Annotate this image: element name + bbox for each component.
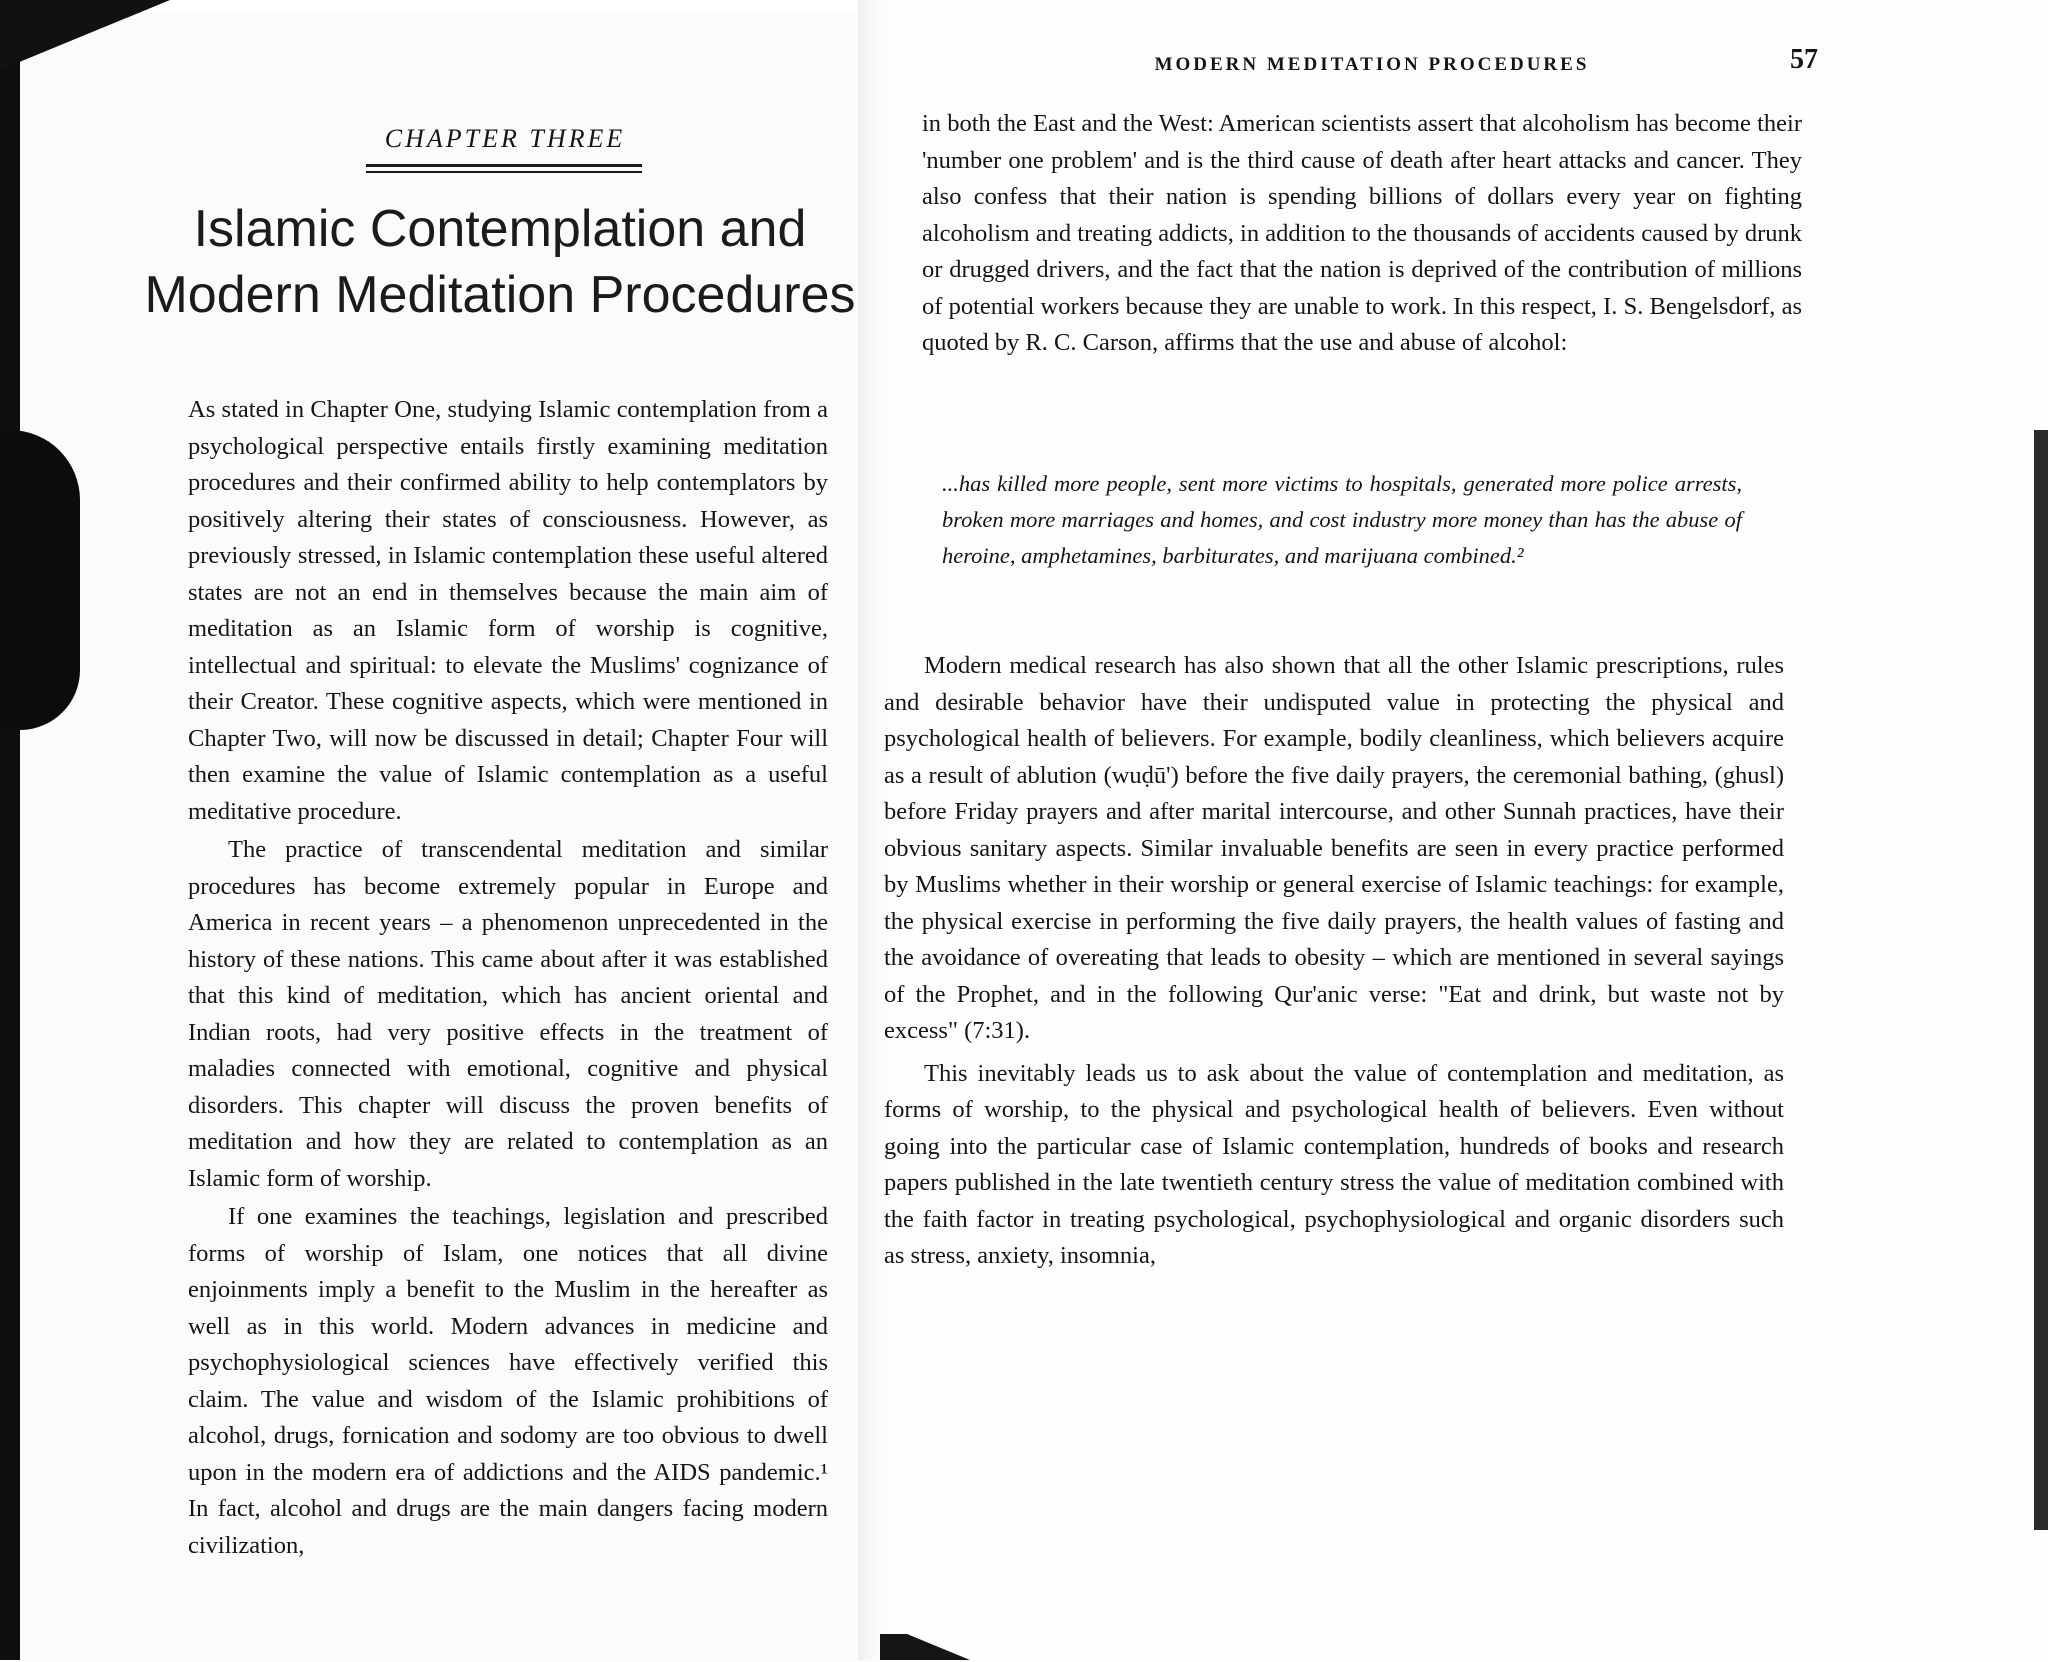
paragraph: Modern medical research has also shown that all the other Islamic prescriptions, rules and desirable behavior have their undisputed value in protecting the physical and psychological health of believers. For example, bodily cleanliness, which believers acquire as a result of ablution (wuḍū') before the five daily prayers, the ceremonial bathing, (ghusl) before Friday prayers and after marital intercourse, and other Sunnah practices, have their obvious sanitary aspects. Similar invaluable benefits are seen in every practice performed by Muslims whether in their worship or general exercise of Islamic teachings: for example, the physical exercise in performing the five daily prayers, the health values of fasting and the avoidance of overeating that leads to obesity – which are mentioned in several sayings of the Prophet, and in the following Qur'anic verse: "Eat and drink, but waste not by excess" (7:31).	[884, 652, 1784, 1044]
chapter-title-line: Islamic Contemplation and	[193, 200, 807, 258]
paragraph: This inevitably leads us to ask about the value of contemplation and meditation, as forms of worship, to the physical and psychological health of believers. Even without going into the particular case of Islamic contemplation, hundreds of books and research papers published in the late twentieth century stress the value of meditation combined with the faith factor in treating psychological, psychophysiological and organic disorders such as stress, anxiety, insomnia,	[884, 1059, 1784, 1269]
quote-text: ...has killed more people, sent more victims to hospitals, generated more police arrests, broken more marriages and homes, and cost industry more money than has the abuse of heroine, amphetamines, barbiturates, and marijuana combined.²	[942, 471, 1742, 568]
scan-edge-left	[0, 0, 20, 1660]
paragraph: in both the East and the West: American scientists assert that alcoholism has become their 'number one problem' and is the third cause of death after heart attacks and cancer. They also confess that their nation is spending billions of dollars every year on fighting alcoholism and treating addicts, in addition to the thousands of accidents caused by drunk or drugged drivers, and the fact that the nation is deprived of the contribution of millions of potential workers because they are unable to work. In this respect, I. S. Bengelsdorf, as quoted by R. C. Carson, affirms that the use and abuse of alcohol:	[922, 110, 1802, 356]
page-number: 57	[1790, 44, 1818, 75]
block-quote	[942, 466, 1742, 574]
left-body-text	[188, 392, 828, 1564]
paragraph: As stated in Chapter One, studying Islamic contemplation from a psychological perspective entails firstly examining meditation procedures and their confirmed ability to help contemplators by positively altering their states of consciousness. However, as previously stressed, in Islamic contemplation these useful altered states are not an end in themselves because the main aim of meditation as an Islamic form of worship is cognitive, intellectual and spiritual: to elevate the Muslims' cognizance of their Creator. These cognitive aspects, which were mentioned in Chapter Two, will now be discussed in detail; Chapter Four will then examine the value of Islamic contemplation as a useful meditative procedure.	[188, 396, 828, 825]
right-body-text-top	[922, 106, 1802, 362]
chapter-rule	[366, 164, 642, 167]
scan-edge-right	[2034, 430, 2048, 1530]
paragraph: The practice of transcendental meditation and similar procedures has become extremely popular in Europe and America in recent years – a phenomenon unprecedented in the history of these nations. This came about after it was established that this kind of meditation, which has ancient oriental and Indian roots, had very positive effects in the treatment of maladies connected with emotional, cognitive and physical disorders. This chapter will discuss the proven benefits of meditation and how they are related to contemplation as an Islamic form of worship.	[188, 836, 828, 1192]
right-body-text-bottom	[884, 648, 1784, 1275]
paragraph: If one examines the teachings, legislation and prescribed forms of worship of Islam, one notices that all divine enjoinments imply a benefit to the Muslim in the hereafter as well as in this world. Modern advances in medicine and psychophysiological sciences have effectively verified this claim. The value and wisdom of the Islamic prohibitions of alcohol, drugs, fornication and sodomy are too obvious to dwell upon in the modern era of addictions and the AIDS pandemic.¹ In fact, alcohol and drugs are the main dangers facing modern civilization,	[188, 1203, 828, 1559]
chapter-rule	[366, 171, 642, 173]
chapter-title	[140, 196, 860, 328]
scan-shadow-blot	[0, 430, 80, 730]
running-head: MODERN MEDITATION PROCEDURES	[1154, 54, 1590, 75]
chapter-label: CHAPTER THREE	[384, 124, 626, 153]
chapter-title-line: Modern Meditation Procedures	[144, 266, 856, 324]
